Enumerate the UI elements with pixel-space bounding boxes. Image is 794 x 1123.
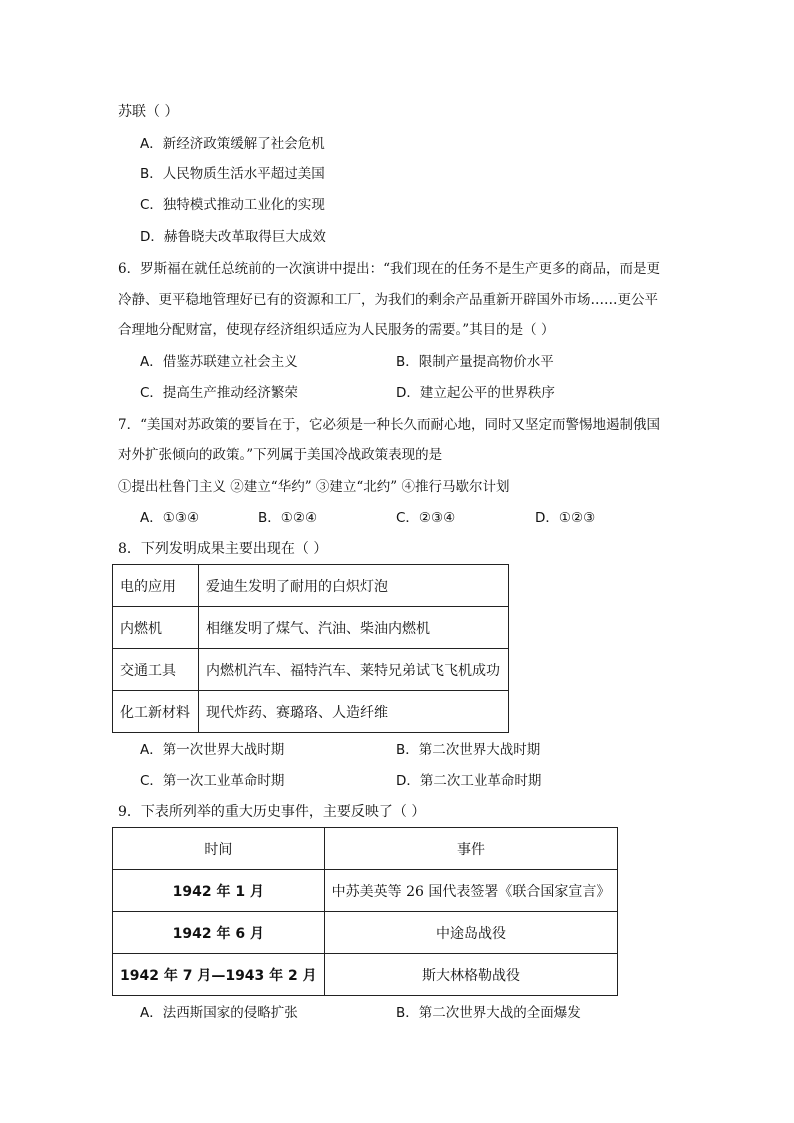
table-cell: 1942 年 6 月 — [113, 912, 325, 954]
table-header-event: 事件 — [324, 828, 618, 870]
q9-option-b[interactable]: B．第二次世界大战的全面爆发 — [396, 1005, 581, 1021]
q5-stem-tail: 苏联（ ） — [118, 104, 179, 120]
table-cell: 内燃机 — [113, 607, 199, 649]
table-row — [113, 870, 618, 912]
table-cell: 化工新材料 — [113, 691, 199, 733]
table-cell: 现代炸药、赛璐珞、人造纤维 — [199, 691, 509, 733]
table-cell: 交通工具 — [113, 649, 199, 691]
table-row — [113, 649, 509, 691]
q7-option-a[interactable]: A．①③④ — [140, 510, 200, 526]
table-cell: 中途岛战役 — [324, 912, 618, 954]
q8-option-b[interactable]: B．第二次世界大战时期 — [396, 742, 541, 758]
table-cell: 中苏美英等 26 国代表签署《联合国家宣言》 — [324, 870, 618, 912]
table-cell: 相继发明了煤气、汽油、柴油内燃机 — [199, 607, 509, 649]
q6-option-a[interactable]: A．借鉴苏联建立社会主义 — [140, 354, 298, 370]
q6-line-2: 冷静、更平稳地管理好已有的资源和工厂，为我们的剩余产品重新开辟国外市场……更公平 — [118, 292, 658, 308]
q7-option-c[interactable]: C．②③④ — [396, 510, 456, 526]
q7-option-b[interactable]: B．①②④ — [258, 510, 318, 526]
table-row — [113, 565, 509, 607]
q8-table — [112, 564, 509, 733]
q5-option-c[interactable]: C．独特模式推动工业化的实现 — [140, 197, 325, 213]
q8-stem: 8．下列发明成果主要出现在（ ） — [118, 541, 328, 557]
q6-option-c[interactable]: C．提高生产推动经济繁荣 — [140, 385, 298, 401]
q9-table — [112, 827, 618, 996]
q7-line-2: 对外扩张倾向的政策。”下列属于美国冷战政策表现的是 — [118, 447, 443, 463]
q6-option-d[interactable]: D．建立起公平的世界秩序 — [396, 385, 555, 401]
table-header-row — [113, 828, 618, 870]
q8-option-a[interactable]: A．第一次世界大战时期 — [140, 742, 285, 758]
q9-stem: 9．下表所列举的重大历史事件，主要反映了（ ） — [118, 804, 426, 820]
table-cell: 1942 年 7 月—1943 年 2 月 — [113, 954, 325, 996]
table-cell: 电的应用 — [113, 565, 199, 607]
table-row — [113, 912, 618, 954]
table-cell: 爱迪生发明了耐用的白炽灯泡 — [199, 565, 509, 607]
table-cell: 内燃机汽车、福特汽车、莱特兄弟试飞飞机成功 — [199, 649, 509, 691]
q5-option-a[interactable]: A．新经济政策缓解了社会危机 — [140, 136, 325, 152]
q7-option-d[interactable]: D．①②③ — [535, 510, 596, 526]
q6-option-b[interactable]: B．限制产量提高物价水平 — [396, 354, 554, 370]
table-row — [113, 954, 618, 996]
q7-items: ①提出杜鲁门主义 ②建立“华约” ③建立“北约” ④推行马歇尔计划 — [118, 479, 510, 495]
table-header-time: 时间 — [113, 828, 325, 870]
q6-line-3: 合理地分配财富，使现存经济组织适应为人民服务的需要。”其目的是（ ） — [118, 322, 555, 338]
table-cell: 1942 年 1 月 — [113, 870, 325, 912]
table-row — [113, 691, 509, 733]
q6-line-1: 6．罗斯福在就任总统前的一次演讲中提出：“我们现在的任务不是生产更多的商品，而是更 — [118, 261, 660, 277]
q8-option-d[interactable]: D．第二次工业革命时期 — [396, 773, 542, 789]
q8-option-c[interactable]: C．第一次工业革命时期 — [140, 773, 285, 789]
table-row — [113, 607, 509, 649]
q7-line-1: 7．“美国对苏政策的要旨在于，它必须是一种长久而耐心地，同时又坚定而警惕地遏制俄国 — [118, 417, 660, 433]
table-cell: 斯大林格勒战役 — [324, 954, 618, 996]
q5-option-b[interactable]: B．人民物质生活水平超过美国 — [140, 166, 325, 182]
q9-option-a[interactable]: A．法西斯国家的侵略扩张 — [140, 1005, 298, 1021]
q5-option-d[interactable]: D．赫鲁晓夫改革取得巨大成效 — [140, 229, 326, 245]
